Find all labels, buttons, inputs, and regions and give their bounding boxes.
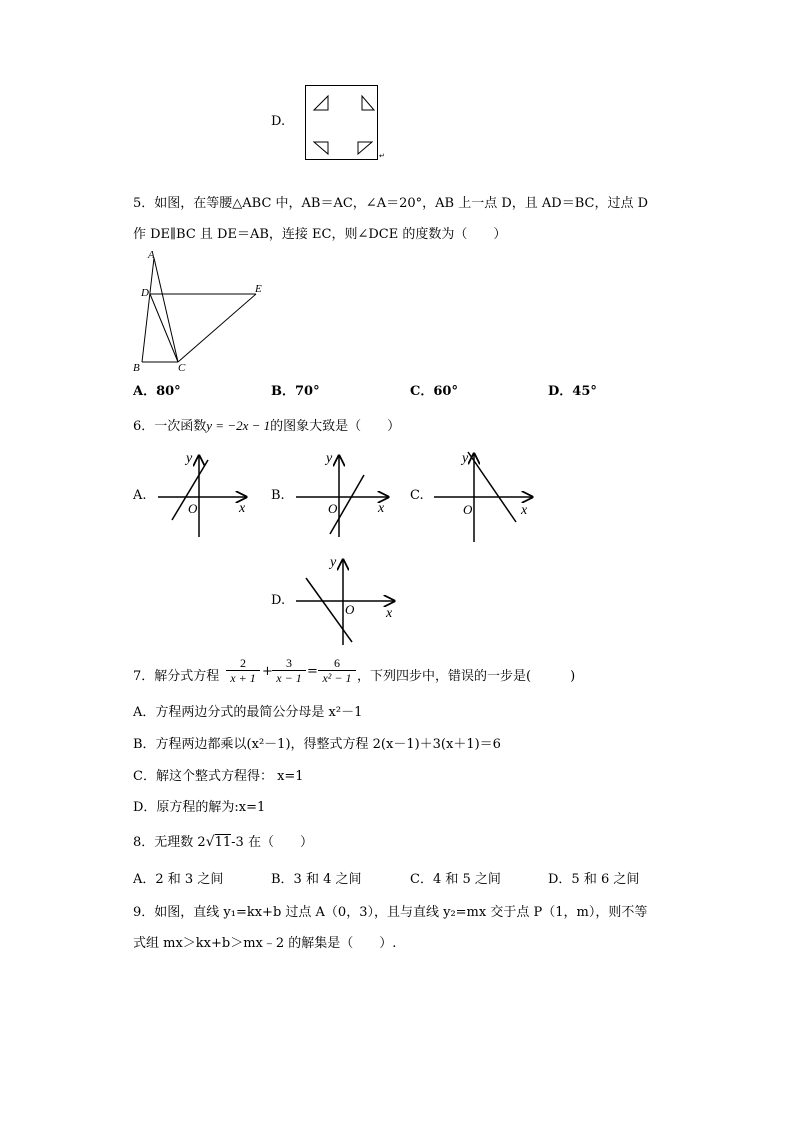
graph-c-x-label: x [521,503,528,518]
q5-option-b: B．70° [271,384,320,399]
graph-c-y-label: y [462,451,469,466]
graph-b-origin: O [328,501,338,516]
q9-text-line2: 式组 mx＞kx+b＞mx﹣2 的解集是（ ）. [133,936,397,951]
q6-equation: y = −2x − 1 [206,418,271,433]
q7-fraction-1: $\frac{2}{x + 1}$ [226,656,260,685]
q6-graph-a [150,450,260,545]
q5-option-d: D．45° [548,384,597,399]
q6-graph-c-label: C. [410,488,424,503]
q8-option-b: B．3 和 4 之间 [271,872,362,887]
graph-d-y-label: y [330,555,337,570]
graph-b-y-label: y [326,451,333,466]
q8-option-c: C．4 和 5 之间 [410,872,501,887]
q6-graph-b-label: B. [271,488,285,503]
q5-triangle-figure [130,250,270,375]
q7-equals: = [307,664,318,679]
svg-text:↵: ↵ [379,152,385,160]
point-a-label: A [148,249,155,261]
graph-c-origin: O [463,502,473,517]
point-c-label: C [178,362,186,374]
q7-suffix: ，下列四步中，错误的一步是( ) [357,669,576,684]
q7-option-d: D．原方程的解为:x=1 [133,800,266,815]
q6-graph-b [288,450,398,545]
q4-option-d-label: D. [271,114,286,129]
graph-a-y-label: y [186,451,193,466]
q7-plus: + [262,664,273,679]
q7-fraction-2: $\frac{3}{x - 1}$ [272,656,306,685]
graph-a-x-label: x [239,501,246,516]
q6-graph-d [290,550,405,650]
graph-d-origin: O [345,602,355,617]
q7-option-b: B．方程两边都乘以(x²－1)，得整式方程 2(x－1)＋3(x＋1)＝6 [133,737,501,752]
q6-graph-c [428,450,543,550]
q8-option-d: D．5 和 6 之间 [548,872,640,887]
point-d-label: D [141,287,149,299]
q4-option-d-figure [304,84,384,164]
graph-b-x-label: x [378,501,385,516]
q7-option-a: A．方程两边分式的最简公分母是 x²－1 [133,705,363,720]
q5-option-a: A．80° [133,384,181,399]
point-e-label: E [255,283,262,295]
q5-text-line1: 5．如图，在等腰△ABC 中，AB＝AC，∠A＝20°，AB 上一点 D，且 AD＝BC，过点 D [133,196,648,211]
q7-fraction-3: $\frac{6}{\text{x² − 1}}$ [318,656,356,685]
q5-text-line2: 作 DE∥BC 且 DE＝AB，连接 EC，则∠DCE 的度数为（ ） [133,227,507,242]
q7-prefix: 7．解分式方程 [133,669,220,684]
q8-radicand: 11 [214,835,232,850]
q6-graph-a-label: A. [133,488,147,503]
q7-option-c: C．解这个整式方程得： x=1 [133,769,304,784]
q6-text: 6．一次函数y = −2x − 1的图象大致是（ ） [133,418,401,434]
q5-option-c: C．60° [410,384,458,399]
q9-text-line1: 9．如图，直线 y₁=kx+b 过点 A（0，3），且与直线 y₂=mx 交于点 P（1，m），则不等 [133,905,648,920]
graph-a-origin: O [188,501,198,516]
point-b-label: B [133,362,140,374]
q6-graph-d-label: D. [271,593,286,608]
q8-option-a: A．2 和 3 之间 [133,872,224,887]
graph-d-x-label: x [386,606,393,621]
q8-text: 8．无理数 2√11-3 在（ ） [133,834,313,850]
